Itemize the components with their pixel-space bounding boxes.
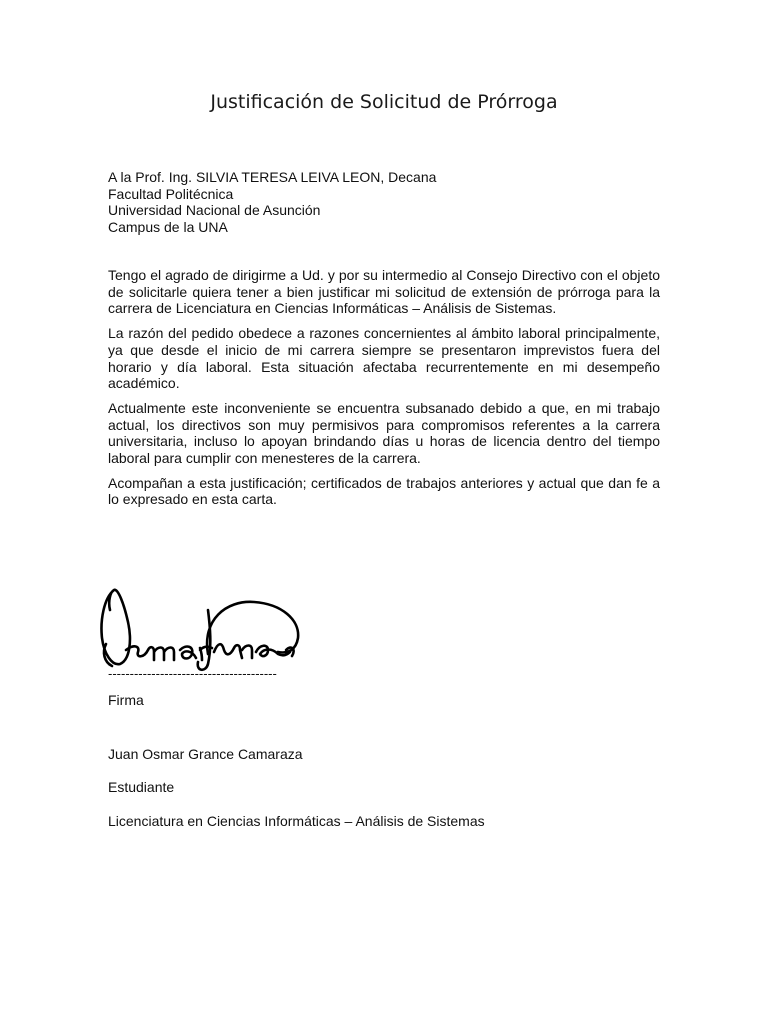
paragraph: Tengo el agrado de dirigirme a Ud. y por su intermedio al Consejo Directivo con el objeto de solicitarle quiera tener a bien justificar mi solicitud de extensión de prórroga para la carrera de Licenciatura en Ciencias Informáticas – Análisis de Sistemas. — [108, 267, 660, 317]
signer-role: Estudiante — [108, 779, 175, 795]
signature-line: --------------------------------------- — [108, 666, 277, 681]
signer-program: Licenciatura en Ciencias Informáticas – Análisis de Sistemas — [108, 813, 485, 829]
addressee-line: Universidad Nacional de Asunción — [108, 202, 321, 218]
letter-body — [108, 267, 660, 516]
addressee-line: A la Prof. Ing. SILVIA TERESA LEIVA LEON, Decana — [108, 169, 437, 185]
signature-label: Firma — [108, 692, 144, 708]
paragraph: Actualmente este inconveniente se encuentra subsanado debido a que, en mi trabajo actual, los directivos son muy permisivos para compromisos referentes a la carrera universitaria, incluso lo apoyan brindando días u horas de licencia dentro del tiempo laboral para cumplir con menesteres de la carrera. — [108, 399, 660, 467]
addressee-line: Campus de la UNA — [108, 218, 228, 235]
addressee-block — [108, 169, 436, 235]
addressee-line: Facultad Politécnica — [108, 185, 234, 202]
signer-name: Juan Osmar Grance Camaraza — [108, 746, 303, 762]
paragraph: Acompañan a esta justificación; certificados de trabajos anteriores y actual que dan fe a lo expresado en esta carta. — [108, 474, 660, 508]
document-title: Justificación de Solicitud de Prórroga — [210, 91, 558, 113]
handwritten-signature — [96, 580, 306, 676]
paragraph: La razón del pedido obedece a razones concernientes al ámbito laboral principalmente, ya que desde el inicio de mi carrera siempre se presentaron imprevistos fuera del horario y día laboral. Esta situación afectaba recurrentemente en mi desempeño académico. — [108, 325, 660, 392]
